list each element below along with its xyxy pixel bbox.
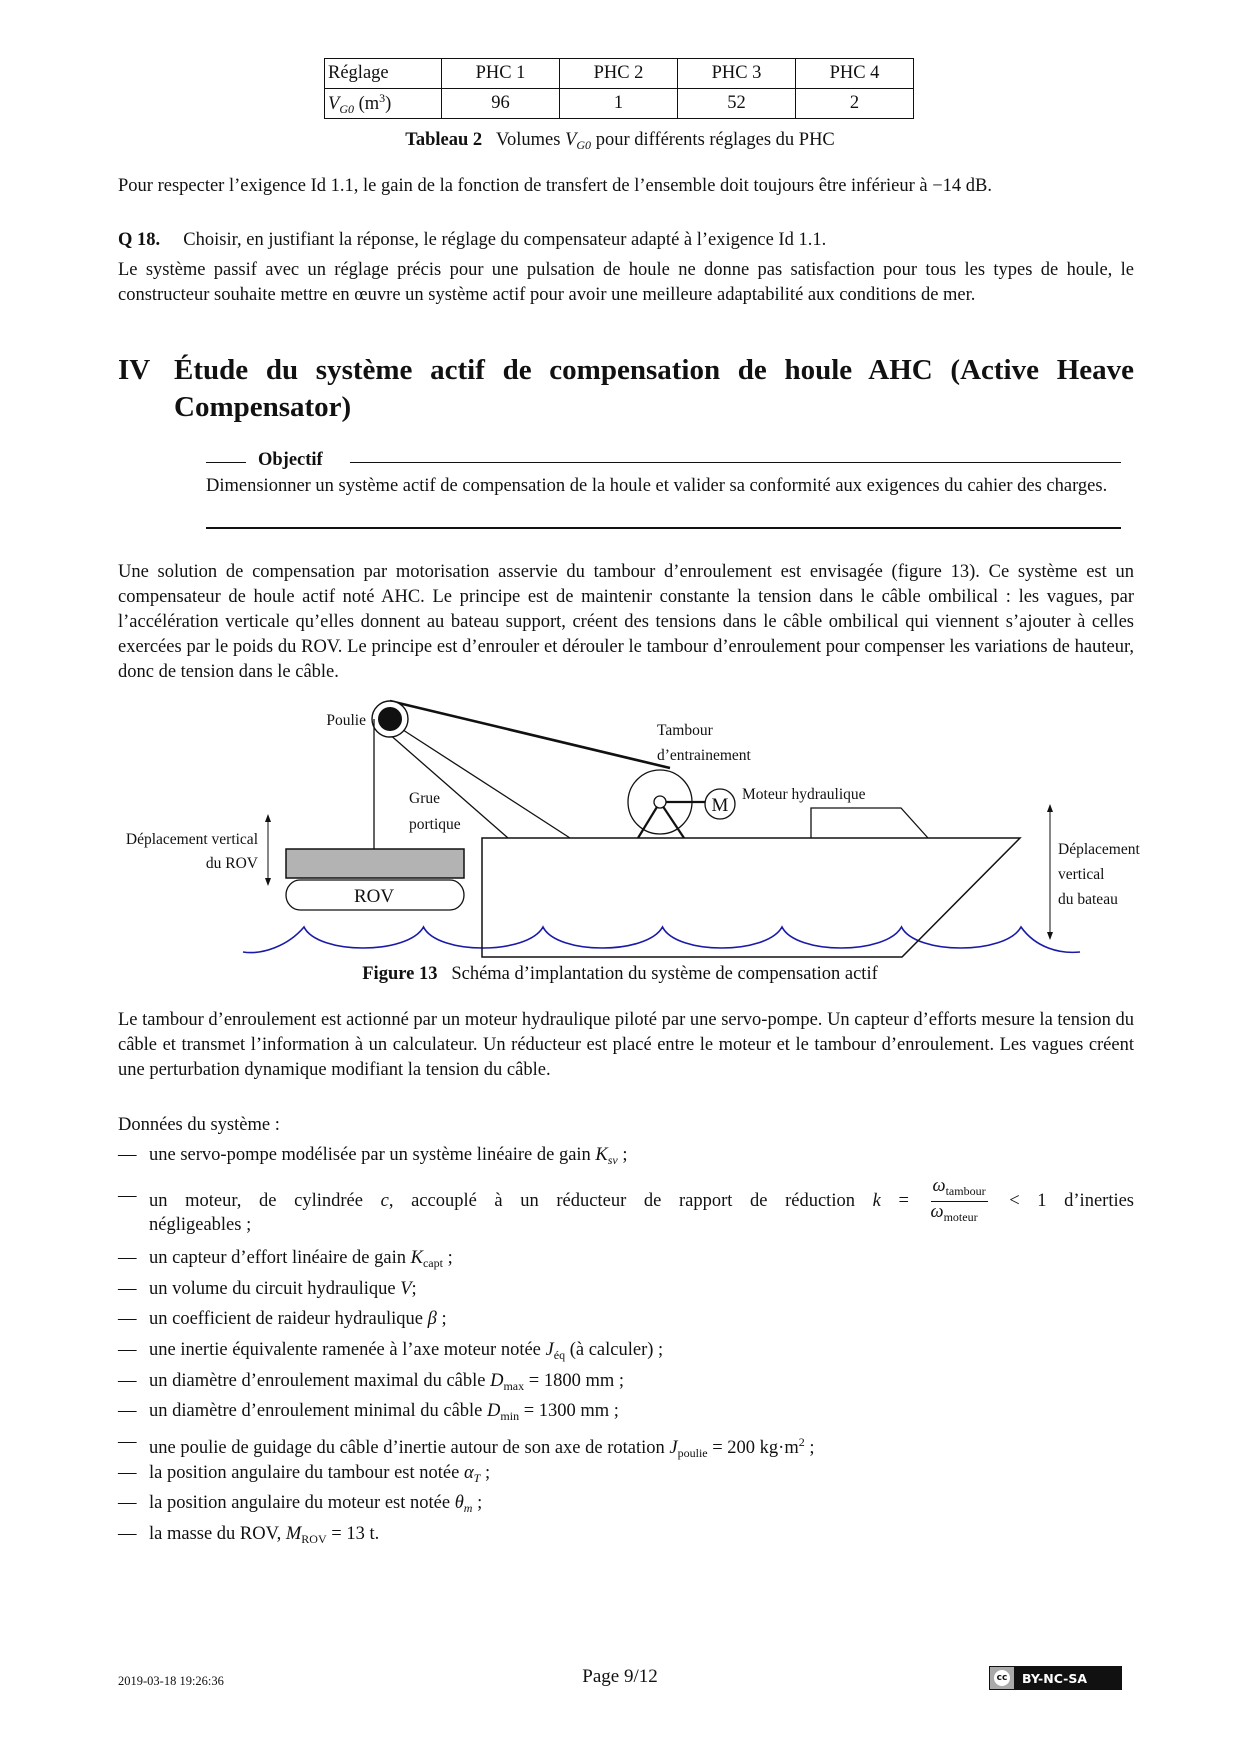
label: d’entrainement <box>657 747 751 764</box>
figure-caption: Figure 13 Schéma d’implantation du système de compensation actif <box>362 964 878 984</box>
fraction: $\frac{\omega_{tambour}}{\omega_{moteur}}$ <box>930 1176 986 1224</box>
donnees-title: Données du système : <box>118 1115 280 1135</box>
table-cell: 1 <box>560 89 678 119</box>
label: du ROV <box>205 855 258 872</box>
license-label: BY-NC-SA <box>1022 1670 1088 1686</box>
motor-icon <box>705 789 735 819</box>
table-header-cell: PHC 3 <box>678 59 796 89</box>
boat-cabin <box>811 808 928 838</box>
paragraph: Le tambour d’enroulement est actionné par un moteur hydraulique piloté par une servo-pompe. Un capteur d’efforts mesure la tension du câble et transmet l’information à un calculateur. Un réducteur est placé entre le moteur et le tambour d’enroulement. Les vagues créent une perturbation dynamique modifiant la tension du câble. <box>118 1010 1134 1080</box>
cc-icon: cc <box>990 1667 1014 1689</box>
rov-label: ROV <box>353 886 395 907</box>
rule <box>206 462 246 463</box>
label: Grue <box>409 790 440 807</box>
phc-table <box>324 58 914 119</box>
rule <box>350 462 1121 463</box>
drum-icon <box>628 770 705 838</box>
paragraph: Le système passif avec un réglage précis pour une pulsation de houle ne donne pas satisfaction pour tous les types de houle, le constructeur souhaite mettre en œuvre un système actif pour avoir une meilleure adaptabilité aux conditions de mer. <box>118 260 1134 305</box>
table-cell: 52 <box>678 89 796 119</box>
objectif-bottom-rule <box>206 527 1121 529</box>
table-header-row <box>325 59 914 89</box>
table-row <box>325 89 914 119</box>
svg-text:M: M <box>711 795 729 816</box>
cable <box>390 701 670 768</box>
waves <box>243 927 1080 953</box>
paragraph: Une solution de compensation par motorisation asservie du tambour d’enroulement est envisagée (figure 13). Ce système est un compensateur de houle actif noté AHC. Le principe est de maintenir constante la tension dans le câble ombilical : les vagues, par l’accélération verticale qu’elles donnent au bateau support, créent des tensions dans le câble ombilical qui viennent s’ajouter à celles exercées par le poids du ROV. Le principe est d’enrouler et dérouler le tambour d’enroulement pour compenser les variations de hauteur, donc de tension dans le câble. <box>118 562 1134 682</box>
section-heading: IV Étude du système actif de compensation de houle AHC (Active Heave Compensator) <box>118 354 1134 423</box>
label: Déplacement <box>1058 841 1140 858</box>
label: portique <box>409 816 461 833</box>
label: Déplacement vertical <box>125 831 258 848</box>
table-header-cell: PHC 4 <box>796 59 914 89</box>
objectif-label: Objectif <box>258 450 323 470</box>
license-badge[interactable] <box>989 1666 1122 1690</box>
label: Tambour <box>657 722 713 739</box>
table-header-cell: PHC 1 <box>442 59 560 89</box>
pulley-icon <box>372 701 408 737</box>
objectif-header <box>206 450 1121 474</box>
page-number: Page 9/12 <box>582 1666 658 1687</box>
table-cell: 96 <box>442 89 560 119</box>
paragraph: Pour respecter l’exigence Id 1.1, le gain de la fonction de transfert de l’ensemble doit toujours être inférieur à −14 dB. <box>118 176 992 196</box>
table-header-cell: PHC 2 <box>560 59 678 89</box>
rov-frame <box>286 849 464 878</box>
objectif-text: Dimensionner un système actif de compensation de la houle et valider sa conformité aux exigences du cahier des charges. <box>206 476 1108 496</box>
label: du bateau <box>1058 891 1118 908</box>
table-caption: Tableau 2 Volumes $V_{G0}$ pour différents réglages du PHC <box>405 130 835 152</box>
boat-hull <box>482 838 1020 957</box>
label: Poulie <box>326 712 366 729</box>
figure-13-diagram <box>0 690 1240 965</box>
label: Moteur hydraulique <box>742 786 866 803</box>
table-cell: 2 <box>796 89 914 119</box>
label: vertical <box>1058 866 1105 883</box>
footer-timestamp: 2019-03-18 19:26:36 <box>118 1674 224 1688</box>
table-header-cell: Réglage <box>325 59 442 89</box>
table-row-label: $V_{G0}$ $(m^3)$ <box>325 89 442 119</box>
question-q18: Q 18. Choisir, en justifiant la réponse, le réglage du compensateur adapté à l’exigence Id 1.1. <box>118 230 827 250</box>
